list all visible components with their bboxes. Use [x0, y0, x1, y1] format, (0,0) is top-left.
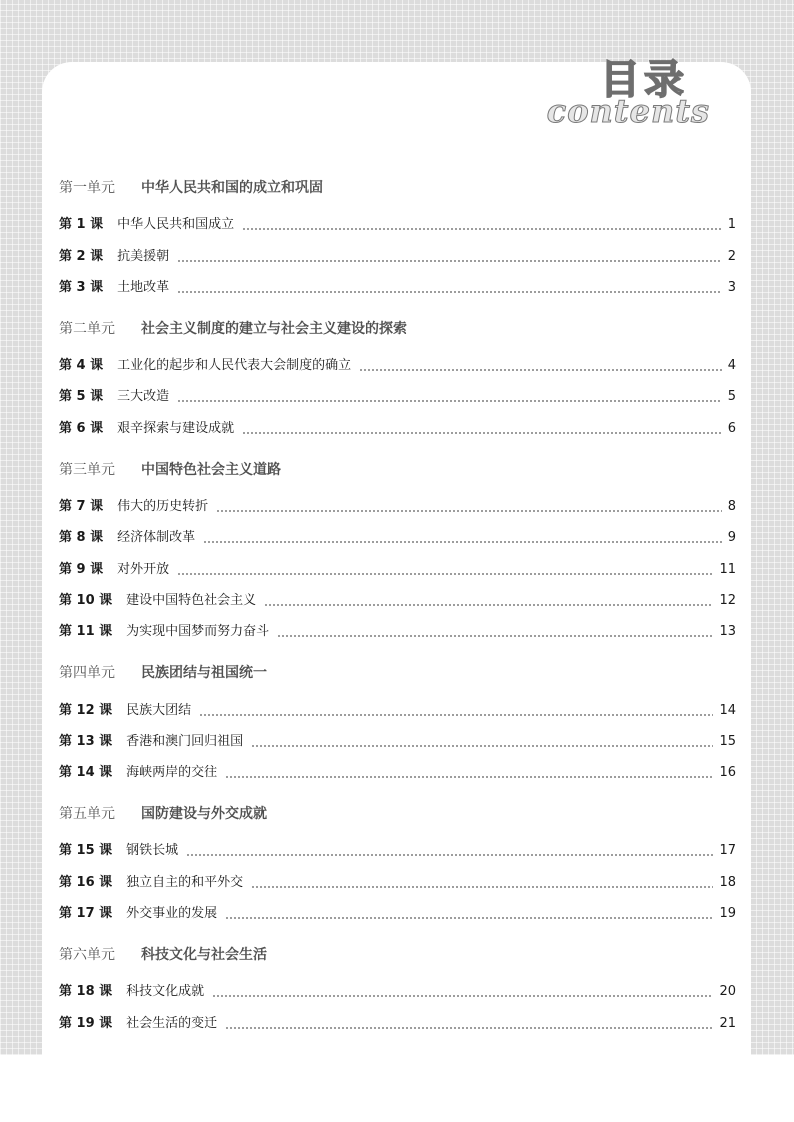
unit-section — [59, 176, 736, 302]
unit-title — [59, 661, 736, 685]
dot-leader — [203, 541, 722, 543]
lesson-number: 第 2 课 — [59, 248, 104, 264]
lesson-title: 土地改革 — [117, 279, 170, 295]
dot-leader — [277, 635, 713, 637]
unit-name: 中华人民共和国的成立和巩固 — [141, 180, 323, 196]
lesson-number: 第 7 课 — [59, 499, 104, 515]
page-number: 16 — [719, 765, 736, 781]
dot-leader — [177, 573, 713, 575]
lesson-entry[interactable] — [59, 693, 736, 724]
unit-section — [59, 661, 736, 787]
dot-leader — [212, 995, 713, 997]
unit-section — [59, 458, 736, 646]
dot-leader — [242, 228, 722, 230]
unit-number: 第二单元 — [59, 320, 115, 337]
page-number: 1 — [727, 217, 736, 233]
table-of-contents — [59, 176, 736, 1053]
lesson-entry[interactable] — [59, 584, 736, 615]
lesson-number: 第 15 课 — [59, 843, 113, 859]
lesson-title: 社会生活的变迁 — [126, 1015, 218, 1031]
lesson-title: 海峡两岸的交往 — [126, 765, 218, 781]
lesson-entry[interactable] — [59, 239, 736, 270]
page-number: 11 — [719, 561, 736, 577]
page-number: 2 — [727, 248, 736, 264]
unit-name: 民族团结与祖国统一 — [141, 665, 267, 682]
dot-leader — [251, 745, 713, 747]
page-number: 15 — [719, 733, 736, 749]
lesson-entry[interactable] — [59, 975, 736, 1006]
lesson-number: 第 11 课 — [59, 624, 113, 640]
dot-leader — [225, 917, 713, 919]
dot-leader — [251, 886, 713, 888]
lesson-title: 香港和澳门回归祖国 — [126, 733, 244, 749]
lesson-entry[interactable] — [59, 490, 736, 521]
dot-leader — [177, 400, 722, 402]
dot-leader — [225, 776, 713, 778]
unit-name: 中国特色社会主义道路 — [141, 461, 281, 478]
page-number: 19 — [719, 906, 736, 922]
page-number: 21 — [719, 1015, 736, 1031]
lesson-number: 第 12 课 — [59, 702, 113, 718]
lesson-entry[interactable] — [59, 349, 736, 380]
lesson-number: 第 10 课 — [59, 592, 113, 608]
lesson-number: 第 18 课 — [59, 984, 113, 1000]
lesson-entry[interactable] — [59, 208, 736, 239]
lesson-number: 第 8 课 — [59, 530, 104, 546]
unit-name: 社会主义制度的建立与社会主义建设的探索 — [141, 320, 407, 337]
unit-number: 第六单元 — [59, 947, 115, 964]
lesson-title: 独立自主的和平外交 — [126, 874, 244, 890]
lesson-entry[interactable] — [59, 411, 736, 442]
lesson-entry[interactable] — [59, 865, 736, 896]
unit-number: 第四单元 — [59, 665, 115, 682]
contents-heading-cn: 目录 — [600, 57, 688, 103]
lesson-entry[interactable] — [59, 1006, 736, 1037]
lesson-title: 对外开放 — [117, 561, 170, 577]
unit-number: 第一单元 — [59, 180, 115, 196]
lesson-title: 经济体制改革 — [117, 530, 196, 546]
lesson-number: 第 9 课 — [59, 561, 104, 577]
lesson-number: 第 6 课 — [59, 420, 104, 436]
lesson-entry[interactable] — [59, 897, 736, 928]
lesson-entry[interactable] — [59, 615, 736, 646]
lesson-entry[interactable] — [59, 552, 736, 583]
unit-name: 国防建设与外交成就 — [141, 806, 267, 823]
page-number: 3 — [727, 279, 736, 295]
dot-leader — [225, 1027, 713, 1029]
lesson-number: 第 14 课 — [59, 765, 113, 781]
page-number: 20 — [719, 984, 736, 1000]
lesson-title: 艰辛探索与建设成就 — [117, 420, 235, 436]
page-number: 14 — [719, 702, 736, 718]
page-number: 6 — [727, 420, 736, 436]
lesson-entry[interactable] — [59, 834, 736, 865]
page-number: 4 — [727, 358, 736, 374]
lesson-number: 第 1 课 — [59, 217, 104, 233]
dot-leader — [177, 291, 722, 293]
dot-leader — [264, 604, 713, 606]
lesson-entry[interactable] — [59, 380, 736, 411]
dot-leader — [186, 854, 713, 856]
dot-leader — [242, 432, 722, 434]
unit-number: 第三单元 — [59, 461, 115, 478]
lesson-title: 钢铁长城 — [126, 843, 179, 859]
dot-leader — [199, 714, 713, 716]
lesson-title: 外交事业的发展 — [126, 906, 218, 922]
lesson-number: 第 16 课 — [59, 874, 113, 890]
lesson-title: 伟大的历史转折 — [117, 499, 209, 515]
unit-title — [59, 802, 736, 826]
lesson-title: 为实现中国梦而努力奋斗 — [126, 624, 270, 640]
lesson-number: 第 3 课 — [59, 279, 104, 295]
lesson-number: 第 5 课 — [59, 389, 104, 405]
lesson-entry[interactable] — [59, 271, 736, 302]
page-number: 8 — [727, 499, 736, 515]
lesson-title: 民族大团结 — [126, 702, 192, 718]
lesson-number: 第 19 课 — [59, 1015, 113, 1031]
lesson-number: 第 17 课 — [59, 906, 113, 922]
lesson-title: 中华人民共和国成立 — [117, 217, 235, 233]
lesson-title: 抗美援朝 — [117, 248, 170, 264]
lesson-title: 工业化的起步和人民代表大会制度的确立 — [117, 358, 352, 374]
unit-section — [59, 943, 736, 1038]
unit-section — [59, 317, 736, 443]
dot-leader — [177, 260, 722, 262]
contents-heading-en: contents — [546, 92, 710, 130]
unit-title — [59, 176, 736, 200]
unit-title — [59, 943, 736, 967]
page-number: 5 — [727, 389, 736, 405]
lesson-title: 建设中国特色社会主义 — [126, 592, 257, 608]
page-number: 9 — [727, 530, 736, 546]
lesson-number: 第 4 课 — [59, 358, 104, 374]
unit-title — [59, 458, 736, 482]
lesson-entry[interactable] — [59, 521, 736, 552]
unit-name: 科技文化与社会生活 — [141, 947, 267, 964]
unit-title — [59, 317, 736, 341]
unit-number: 第五单元 — [59, 806, 115, 823]
page-number: 12 — [719, 592, 736, 608]
lesson-number: 第 13 课 — [59, 733, 113, 749]
lesson-title: 三大改造 — [117, 389, 170, 405]
lesson-entry[interactable] — [59, 725, 736, 756]
unit-section — [59, 802, 736, 928]
dot-leader — [359, 369, 722, 371]
dot-leader — [216, 510, 722, 512]
page-number: 13 — [719, 624, 736, 640]
page-number: 18 — [719, 874, 736, 890]
lesson-title: 科技文化成就 — [126, 984, 205, 1000]
page-number: 17 — [719, 843, 736, 859]
lesson-entry[interactable] — [59, 756, 736, 787]
